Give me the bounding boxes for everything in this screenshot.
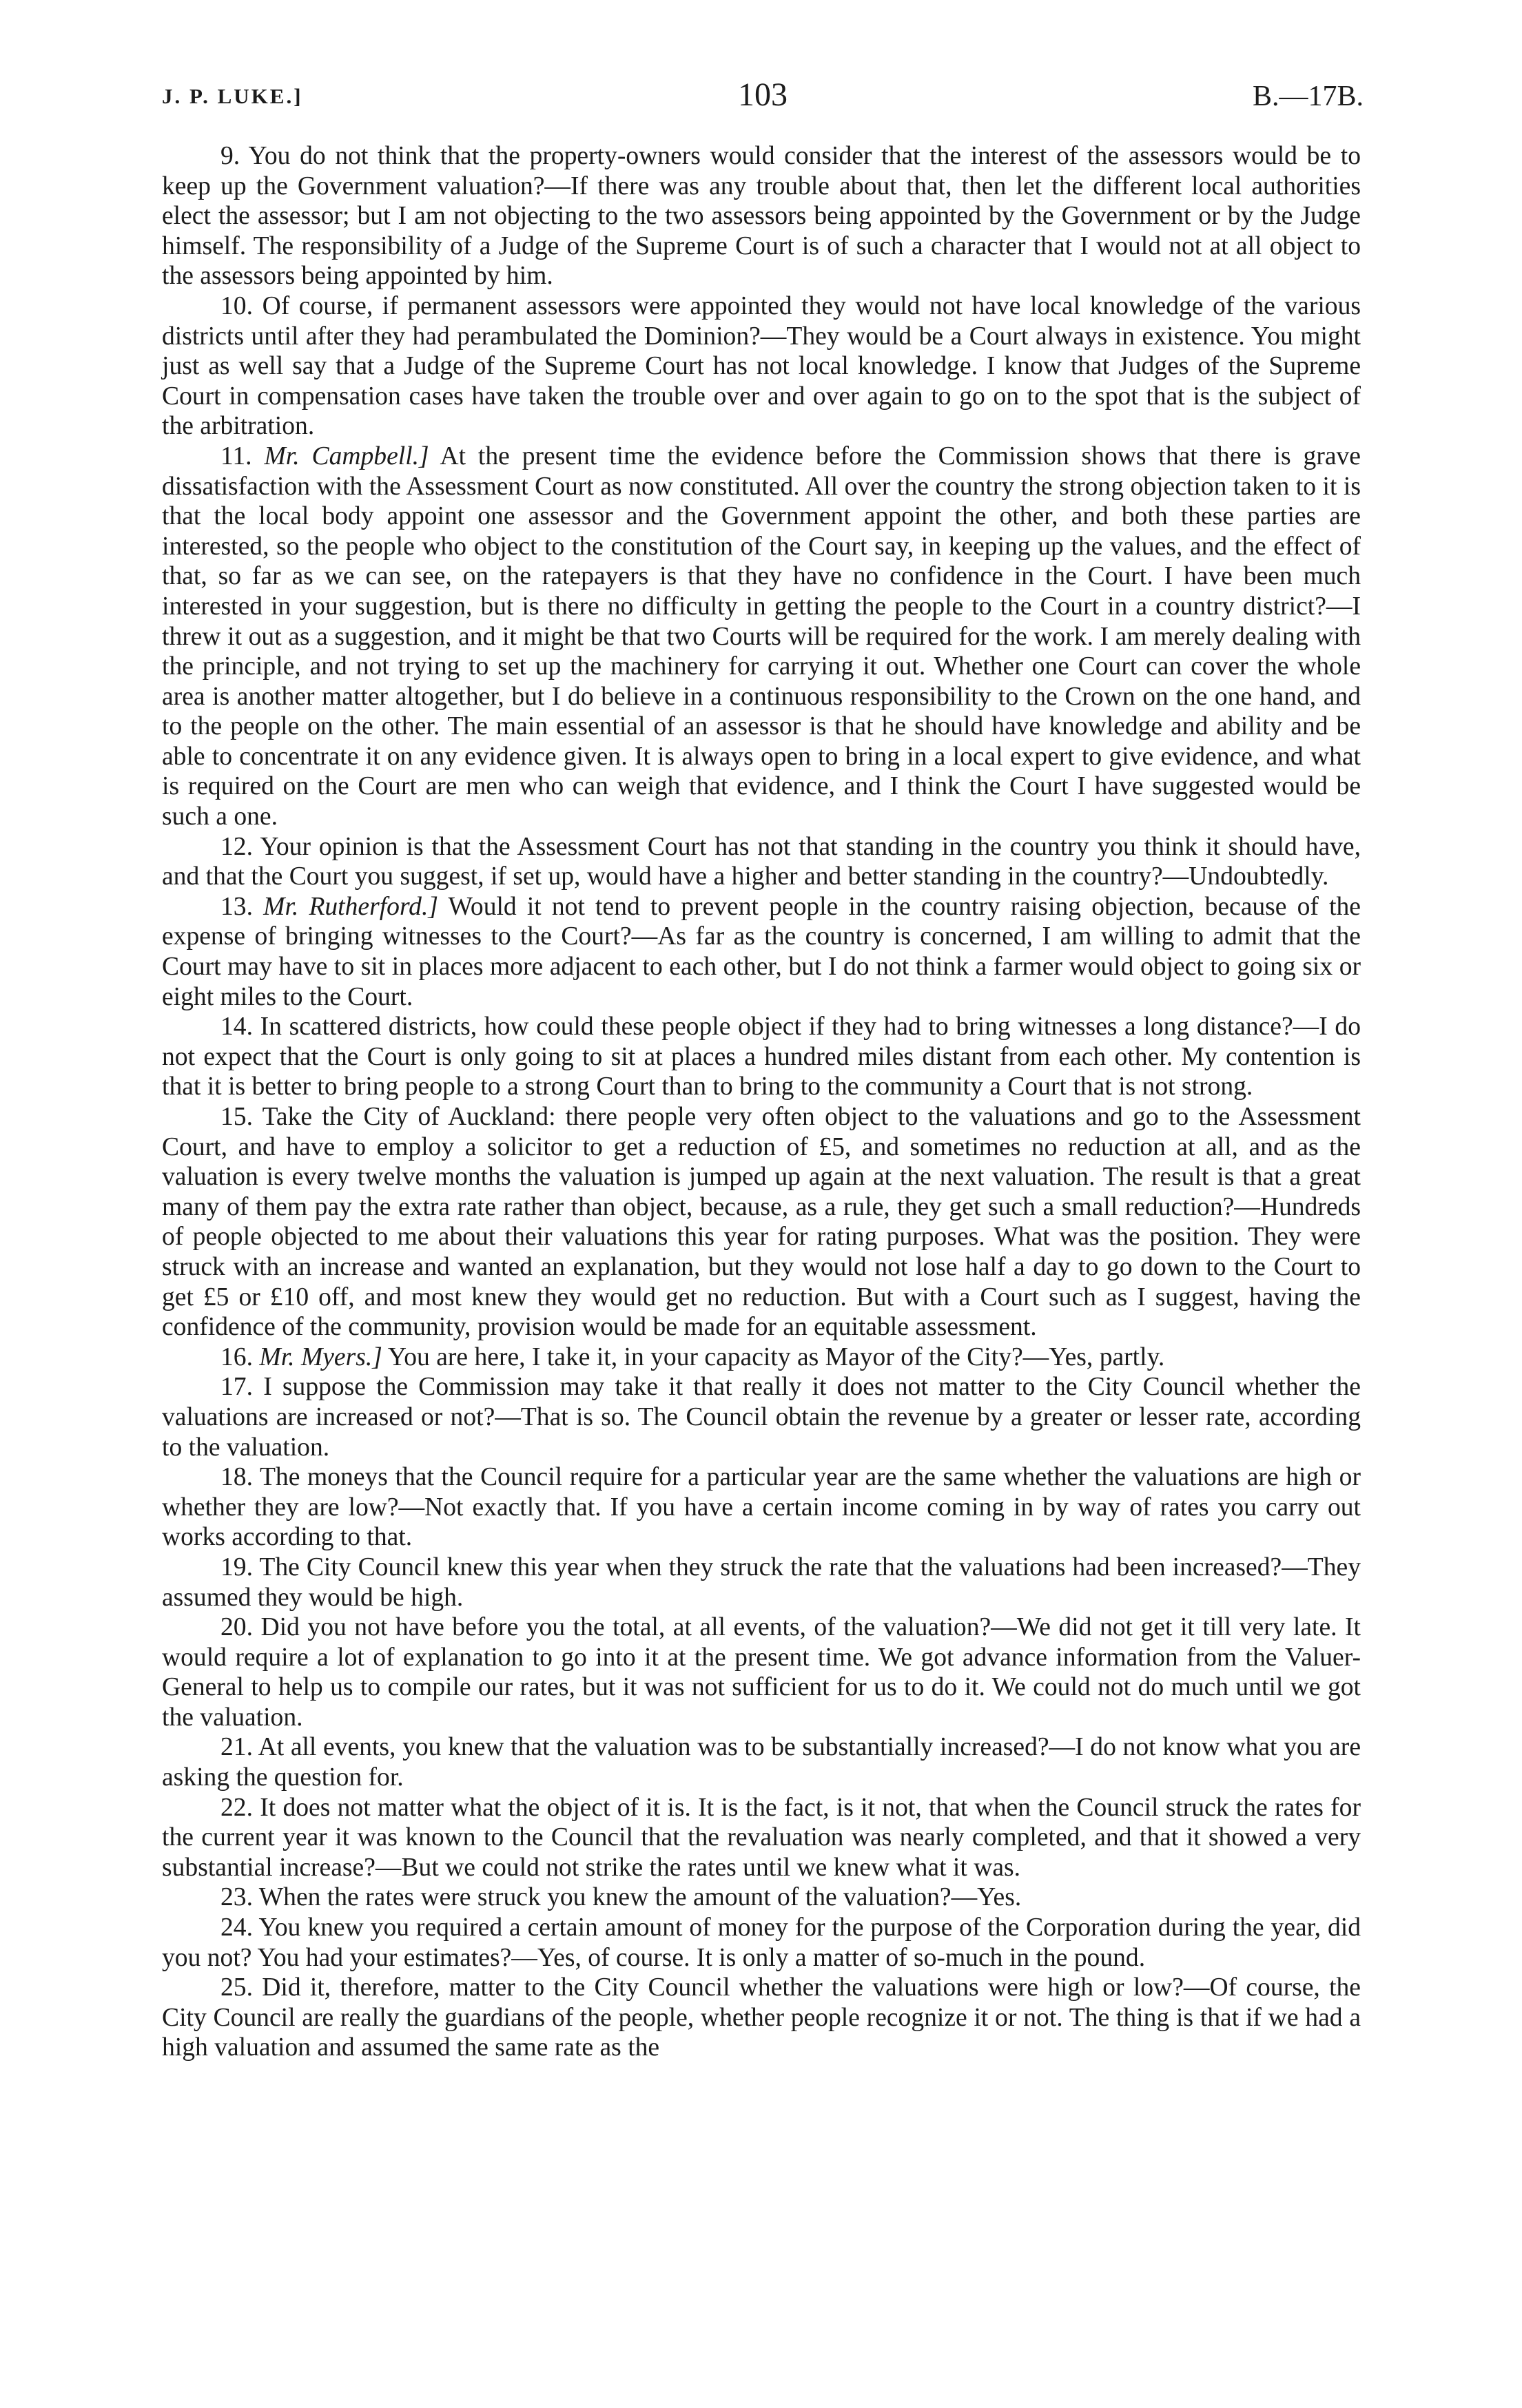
question-number: 9. bbox=[220, 142, 240, 170]
question-number: 17. bbox=[220, 1373, 253, 1402]
paragraph-24 bbox=[162, 1913, 1361, 1973]
paragraph-text: You do not think that the property-owners would consider that the interest of the assessors would be to keep up the Government valuation?—If there was any trouble about that, then let the different local authorities elect the assessor; but I am not objecting to the two assessors being appointed by the Government or by the Judge himself. The responsibility of a Judge of the Supreme Court is of such a character that I would not at all object to the assessors being appointed by him. bbox=[162, 142, 1361, 291]
paragraph-text: At all events, you knew that the valuation was to be substantially increased?—I do not know what you are asking the question for. bbox=[162, 1733, 1361, 1792]
question-number: 10. bbox=[220, 291, 253, 320]
paragraph-13 bbox=[162, 892, 1361, 1012]
paragraph-23 bbox=[162, 1882, 1361, 1913]
paragraph-text: In scattered districts, how could these people object if they had to bring witnesses a long distance?—I do not expect that the Court is only going to sit at places a hundred miles distant from each other. My contention is that it is better to bring people to a strong Court than to bring to the community a Court that is not strong. bbox=[162, 1013, 1361, 1101]
page-header bbox=[162, 74, 1364, 116]
question-number: 20. bbox=[220, 1613, 253, 1642]
question-number: 24. bbox=[220, 1913, 253, 1942]
question-number: 19. bbox=[220, 1553, 253, 1581]
paragraph-text: Take the City of Auckland: there people very often object to the valuations and go to the Assessment Court, and have to employ a solicitor to get a reduction of £5, and sometimes no reduction at all, and as the valuation is every twelve months the valuation is jumped up again at the next valuation. The result is that a great many of them pay the extra rate rather than object, because, as a rule, they get such a small reduction?—Hundreds of people objected to me about their valuations this year for rating purposes. What was the position. They were struck with an increase and wanted an explanation, but they would not lose half a day to go down to the Court to get £5 or £10 off, and most knew they would get no reduction. But with a Court such as I suggest, having the confidence of the community, provision would be made for an equitable assessment. bbox=[162, 1103, 1361, 1342]
paragraph-11 bbox=[162, 442, 1361, 832]
paragraph-10 bbox=[162, 291, 1361, 442]
question-number: 12. bbox=[220, 832, 253, 861]
paragraph-9 bbox=[162, 141, 1361, 291]
question-number: 16. bbox=[220, 1342, 253, 1371]
paragraph-text: When the rates were struck you knew the amount of the valuation?—Yes. bbox=[258, 1883, 1022, 1912]
paragraph-text: At the present time the evidence before the Commission shows that there is grave dissatisfaction with the Assessment Court as now constituted. All over the country the strong objection taken to it is that the local body appoint one assessor and the Government appoint the other, and both these parties are interested, so the people who object to the constitution of the Court say, in keeping up the values, and the effect of that, so far as we can see, on the ratepayers is that they have no confidence in the Court. I have been much interested in your suggestion, but is there no difficulty in getting the people to the Court in a country district?—I threw it out as a suggestion, and it might be that two Courts will be required for the work. I am merely dealing with the principle, and not trying to set up the machinery for carrying it out. Whether one Court can cover the whole area is another matter altogether, but I do believe in a continuous responsibility to the Crown on the one hand, and to the people on the other. The main essential of an assessor is that he should have knowledge and ability and be able to concentrate it on any evidence given. It is always open to bring in a local expert to give evidence, and what is required on the Court are men who can weigh that evidence, and I think the Court I have suggested would be such a one. bbox=[162, 442, 1361, 831]
paragraph-17 bbox=[162, 1372, 1361, 1462]
paragraph-12 bbox=[162, 832, 1361, 892]
paragraph-21 bbox=[162, 1732, 1361, 1792]
paragraph-text: Did you not have before you the total, at all events, of the valuation?—We did not get it till very late. It would require a lot of explanation to go into it at the present time. We got advance information from the Valuer-General to help us to compile our rates, but it was not sufficient for us to do it. We could not do much until we got the valuation. bbox=[162, 1613, 1361, 1732]
question-number: 14. bbox=[220, 1013, 253, 1041]
question-number: 11. bbox=[220, 442, 252, 470]
paragraph-text: You knew you required a certain amount of money for the purpose of the Corporation during the year, did you not? You had your estimates?—Yes, of course. It is only a matter of so-much in the pound. bbox=[162, 1913, 1361, 1972]
paragraph-text: It does not matter what the object of it is. It is the fact, is it not, that when the Council struck the rates for the current year it was known to the Council that the revaluation was nearly completed, and that it showed a very substantial increase?—But we could not strike the rates until we knew what it was. bbox=[162, 1793, 1361, 1882]
paragraph-text: Would it not tend to prevent people in the country raising objection, because of the expense of bringing witnesses to the Court?—As far as the country is concerned, I am willing to admit that the Court may have to sit in places more adjacent to each other, but I do not think a farmer would object to going six or eight miles to the Court. bbox=[162, 892, 1361, 1011]
paragraph-text: Your opinion is that the Assessment Court has not that standing in the country you think it should have, and that the Court you suggest, if set up, would have a higher and better standing in the country?—Undoubtedly. bbox=[162, 832, 1361, 891]
question-number: 22. bbox=[220, 1793, 253, 1822]
paragraph-20 bbox=[162, 1612, 1361, 1732]
speaker-name: Mr. Rutherford.] bbox=[263, 892, 438, 921]
witness-name: J. P. LUKE.] bbox=[162, 84, 303, 108]
question-number: 13. bbox=[220, 892, 253, 921]
question-number: 15. bbox=[220, 1103, 253, 1131]
paragraph-text: You are here, I take it, in your capacity as Mayor of the City?—Yes, partly. bbox=[387, 1342, 1165, 1371]
paragraph-22 bbox=[162, 1793, 1361, 1883]
speaker-name: Mr. Campbell.] bbox=[264, 442, 429, 470]
paragraph-15 bbox=[162, 1102, 1361, 1342]
paragraph-16 bbox=[162, 1342, 1361, 1373]
question-number: 25. bbox=[220, 1973, 253, 2002]
paragraph-text: The moneys that the Council require for a particular year are the same whether the valuations are high or whether they are low?—Not exactly that. If you have a certain income coming in by way of rates you carry out works according to that. bbox=[162, 1463, 1361, 1552]
paragraph-text: Of course, if permanent assessors were appointed they would not have local knowledge of the various districts until after they had perambulated the Dominion?—They would be a Court always in existence. You might just as well say that a Judge of the Supreme Court has not local knowledge. I know that Judges of the Supreme Court in compensation cases have taken the trouble over and over again to go on to the spot that is the subject of the arbitration. bbox=[162, 291, 1361, 441]
question-number: 18. bbox=[220, 1463, 253, 1492]
paragraph-18 bbox=[162, 1462, 1361, 1553]
page-number: 103 bbox=[738, 76, 788, 113]
question-number: 21. bbox=[220, 1733, 253, 1762]
paper-reference: B.—17B. bbox=[1252, 81, 1364, 112]
paragraph-text: The City Council knew this year when they struck the rate that the valuations had been increased?—They assumed they would be high. bbox=[162, 1553, 1361, 1612]
paragraph-text: Did it, therefore, matter to the City Council whether the valuations were high or low?—Of course, the City Council are really the guardians of the people, whether people recognize it or not. The thing is that if we had a high valuation and assumed the same rate as the bbox=[162, 1973, 1361, 2062]
paragraph-19 bbox=[162, 1553, 1361, 1612]
paragraph-25 bbox=[162, 1973, 1361, 2063]
question-number: 23. bbox=[220, 1883, 253, 1912]
evidence-body bbox=[162, 141, 1361, 2063]
paragraph-text: I suppose the Commission may take it that really it does not matter to the City Council whether the valuations are increased or not?—That is so. The Council obtain the revenue by a greater or lesser rate, according to the valuation. bbox=[162, 1373, 1361, 1462]
speaker-name: Mr. Myers.] bbox=[259, 1342, 382, 1371]
paragraph-14 bbox=[162, 1012, 1361, 1102]
